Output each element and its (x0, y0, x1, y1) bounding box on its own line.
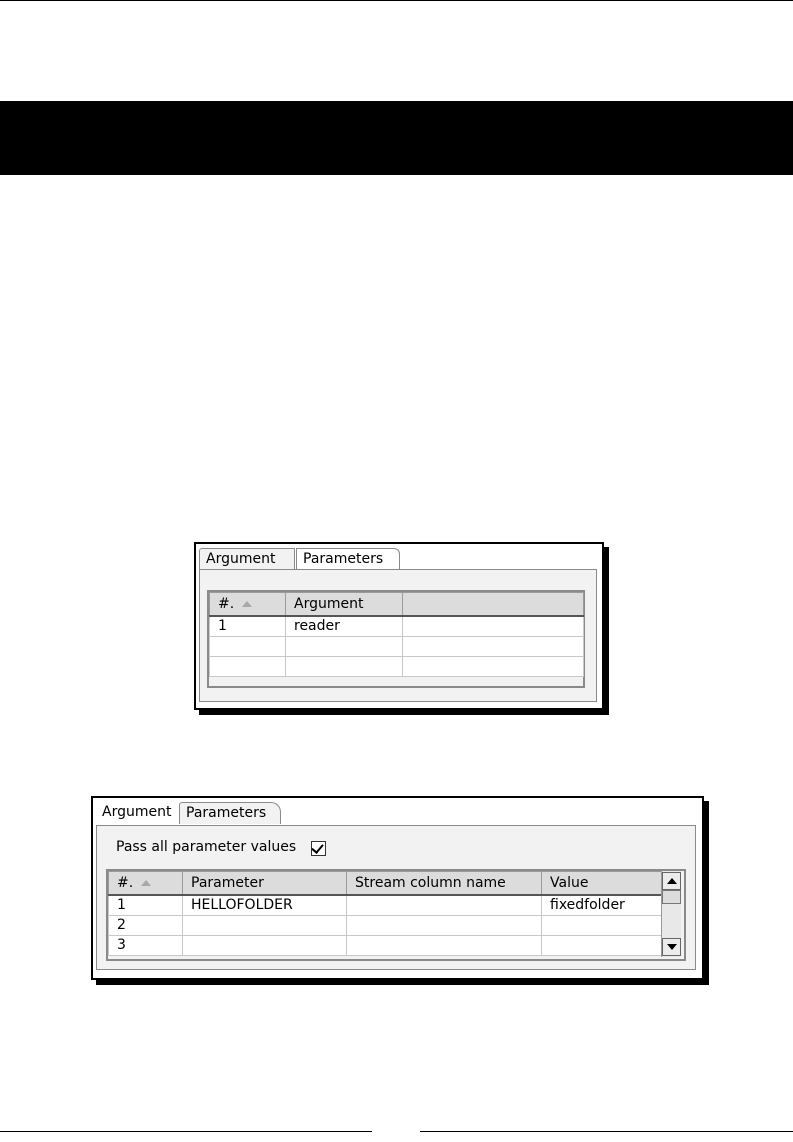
column-header-number[interactable]: #. (210, 593, 286, 617)
cell-value[interactable]: fixedfolder (542, 895, 662, 916)
argument-table (209, 592, 584, 677)
cell-stream[interactable] (347, 895, 542, 916)
footer-rule-right (420, 1131, 793, 1132)
cell-value[interactable] (542, 936, 662, 956)
cell-argument[interactable] (286, 657, 403, 677)
cell-extra[interactable] (403, 637, 584, 657)
cell-parameter[interactable] (183, 936, 347, 956)
vertical-scrollbar[interactable] (661, 871, 681, 957)
table-row[interactable] (109, 895, 662, 916)
sort-ascending-icon (242, 601, 252, 607)
cell-number[interactable]: 1 (109, 895, 183, 916)
cell-argument[interactable]: reader (286, 616, 403, 637)
parameters-panel (91, 796, 704, 980)
pass-all-checkbox[interactable] (311, 841, 326, 856)
scroll-thumb[interactable] (662, 890, 681, 904)
tab-argument[interactable]: Argument (199, 548, 295, 570)
cell-extra[interactable] (403, 657, 584, 677)
table-row[interactable] (210, 616, 584, 637)
sort-ascending-icon (141, 880, 151, 886)
scroll-down-button[interactable] (662, 938, 681, 956)
arrow-down-icon (667, 944, 677, 950)
column-header-number[interactable]: #. (109, 872, 183, 896)
column-header-parameter[interactable]: Parameter (183, 872, 347, 896)
checkmark-icon (311, 841, 323, 854)
cell-extra[interactable] (403, 616, 584, 637)
cell-number[interactable]: 2 (109, 916, 183, 936)
page-top-rule (0, 0, 793, 1)
tab-argument[interactable]: Argument (96, 802, 180, 823)
table-row[interactable] (109, 936, 662, 956)
tab-parameters[interactable]: Parameters (296, 548, 400, 570)
cell-stream[interactable] (347, 936, 542, 956)
cell-number[interactable] (210, 657, 286, 677)
column-header-stream-column[interactable]: Stream column name (347, 872, 542, 896)
cell-number[interactable]: 3 (109, 936, 183, 956)
column-header-argument[interactable]: Argument (286, 593, 403, 617)
arguments-panel (194, 542, 604, 710)
parameter-table (108, 871, 662, 956)
table-row[interactable] (210, 657, 584, 677)
cell-value[interactable] (542, 916, 662, 936)
table-header-row (109, 872, 662, 896)
column-header-value[interactable]: Value (542, 872, 662, 896)
cell-number[interactable] (210, 637, 286, 657)
arrow-up-icon (667, 878, 677, 884)
tab-parameters[interactable]: Parameters (179, 802, 281, 824)
chapter-header-band (0, 101, 793, 175)
table-row[interactable] (210, 637, 584, 657)
column-header-empty (403, 593, 584, 617)
cell-parameter[interactable]: HELLOFOLDER (183, 895, 347, 916)
table-header-row (210, 593, 584, 617)
pass-all-label: Pass all parameter values (116, 839, 297, 855)
footer-rule-left (0, 1131, 372, 1132)
scroll-up-button[interactable] (662, 872, 681, 890)
cell-number[interactable]: 1 (210, 616, 286, 637)
cell-parameter[interactable] (183, 916, 347, 936)
cell-argument[interactable] (286, 637, 403, 657)
cell-stream[interactable] (347, 916, 542, 936)
table-row[interactable] (109, 916, 662, 936)
